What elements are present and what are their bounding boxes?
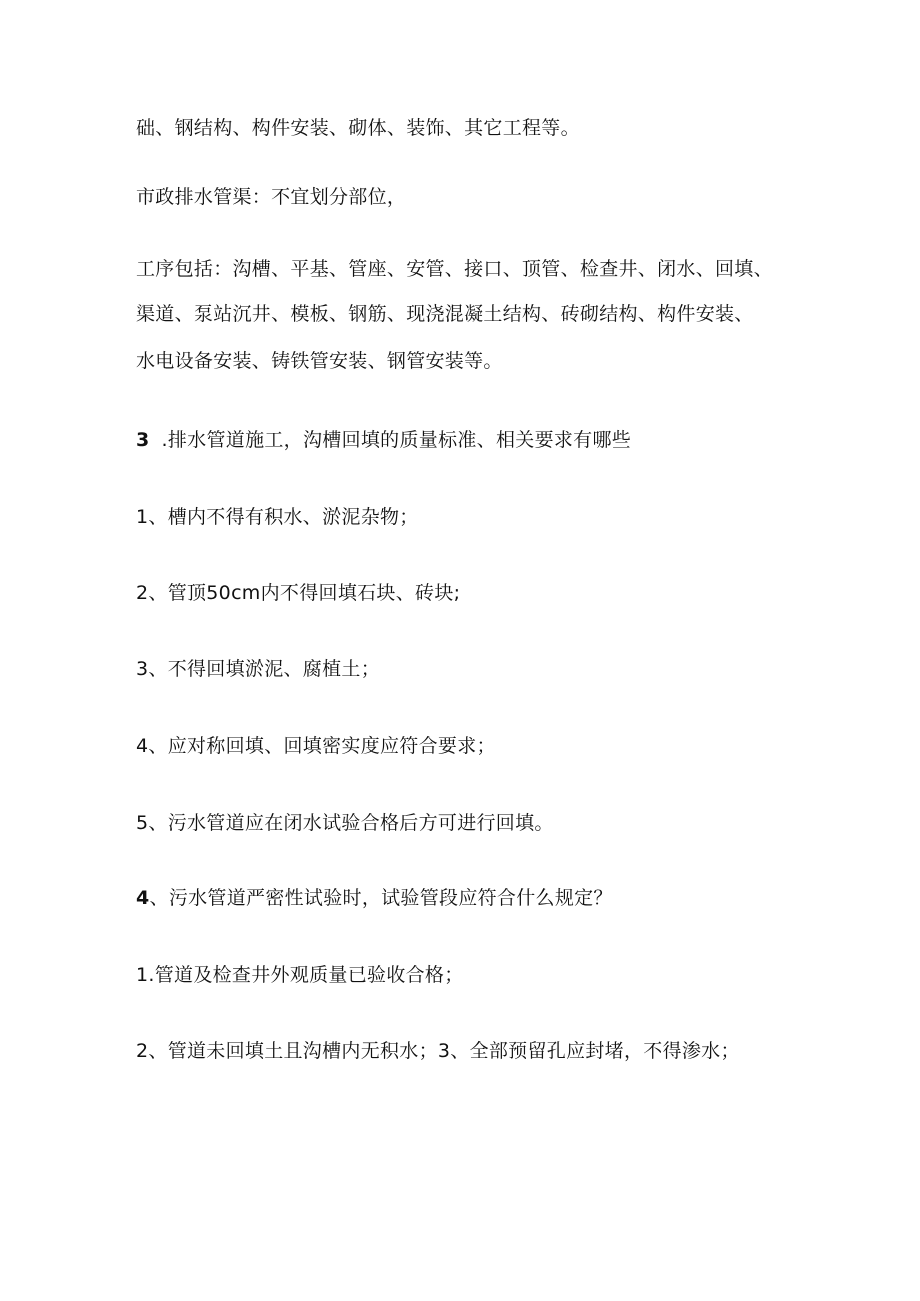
heading-text: .排水管道施工，沟槽回填的质量标准、相关要求有哪些 — [161, 429, 632, 451]
paragraph-line: 工序包括：沟槽、平基、管座、安管、接口、顶管、检查井、闭水、回填、 — [136, 258, 773, 280]
heading-number: 3 — [136, 429, 150, 451]
list-item: 1、槽内不得有积水、淤泥杂物； — [136, 506, 419, 528]
list-item: 2、管顶50cm内不得回填石块、砖块; — [136, 582, 461, 604]
paragraph-line: 渠道、泵站沉井、模板、钢筋、现浇混凝土结构、砖砌结构、构件安装、 — [136, 303, 754, 325]
paragraph-line: 础、钢结构、构件安装、砌体、装饰、其它工程等。 — [136, 117, 580, 139]
list-item: 2、管道未回填土且沟槽内无积水；3、全部预留孔应封堵，不得渗水； — [136, 1040, 740, 1062]
list-item: 4、应对称回填、回填密实度应符合要求； — [136, 735, 496, 757]
section-heading-4 — [136, 885, 856, 911]
heading-text: 、污水管道严密性试验时，试验管段应符合什么规定？ — [149, 887, 613, 909]
section-heading-3 — [136, 427, 856, 453]
list-item: 5、污水管道应在闭水试验合格后方可进行回填。 — [136, 812, 554, 834]
heading-number: 4 — [136, 887, 150, 909]
list-item: 3、不得回填淤泥、腐植土； — [136, 658, 380, 680]
paragraph-line: 市政排水管渠：不宜划分部位， — [136, 186, 407, 208]
list-item: 1.管道及检查井外观质量已验收合格； — [136, 964, 464, 986]
paragraph-line: 水电设备安装、铸铁管安装、钢管安装等。 — [136, 350, 503, 372]
